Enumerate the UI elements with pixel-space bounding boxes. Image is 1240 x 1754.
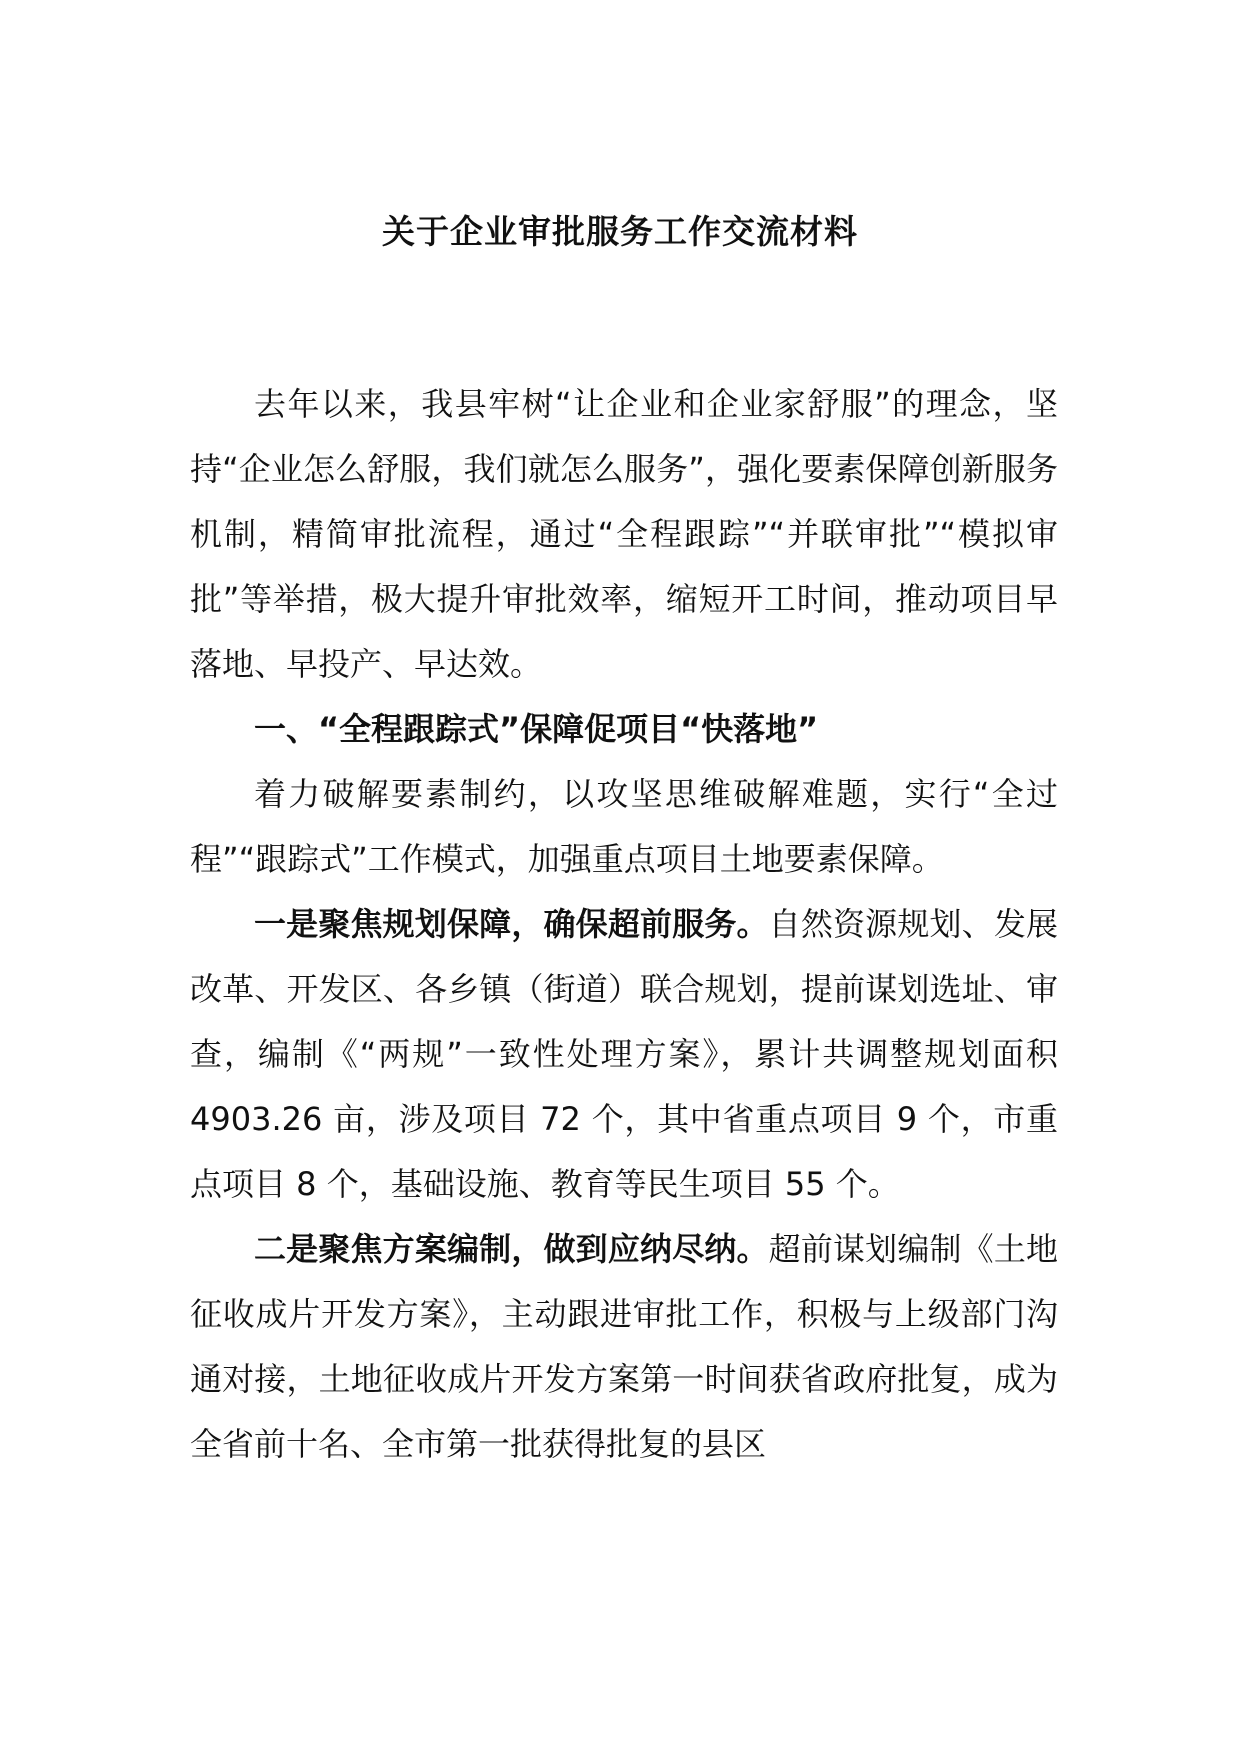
section-1-intro-paragraph: 着力破解要素制约，以攻坚思维破解难题，实行“全过程”“跟踪式”工作模式，加强重点项目土地要素保障。 [190,775,1058,878]
point-2-paragraph [190,1217,1058,1477]
section-heading-1: 一、“全程跟踪式”保障促项目“快落地” [254,710,819,748]
intro-paragraph: 去年以来，我县牢树“让企业和企业家舒服”的理念，坚持“企业怎么舒服，我们就怎么服务”，强化要素保障创新服务机制，精简审批流程，通过“全程跟踪”“并联审批”“模拟审批”等举措，极大提升审批效率，缩短开工时间，推动项目早落地、早投产、早达效。 [190,385,1058,683]
document-title: 关于企业审批服务工作交流材料 [382,212,858,251]
document-body [190,372,1058,1477]
point-2-text: 超前谋划编制《土地征收成片开发方案》，主动跟进审批工作，积极与上级部门沟通对接，土地征收成片开发方案第一时间获省政府批复，成为全省前十名、全市第一批获得批复的县区 [190,1230,1058,1463]
point-2-lead: 二是聚焦方案编制，做到应纳尽纳。 [254,1230,769,1268]
point-1-text: 自然资源规划、发展改革、开发区、各乡镇（街道）联合规划，提前谋划选址、审查，编制《“两规”一致性处理方案》，累计共调整规划面积 4903.26 亩，涉及项目 72 个，其中省重点项目 9 个，市重点项目 8 个，基础设施、教育等民生项目 55 个。 [190,905,1058,1203]
point-1-paragraph [190,892,1058,1217]
point-1-lead: 一是聚焦规划保障，确保超前服务。 [254,905,769,943]
